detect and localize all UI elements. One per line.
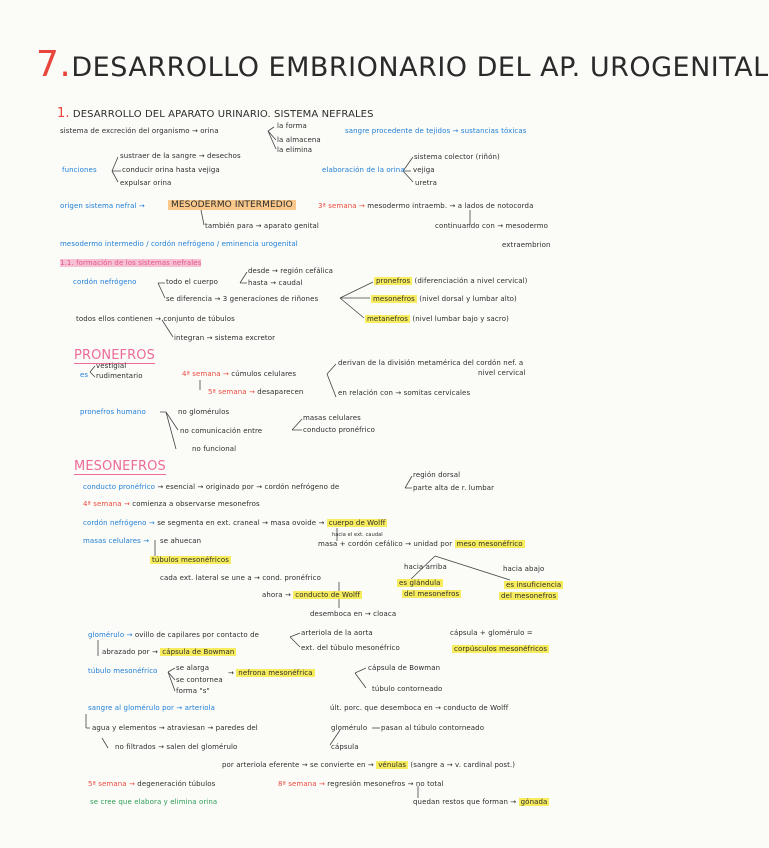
- conducto-pronefrico: conducto pronéfrico: [303, 426, 376, 434]
- agua-elementos: agua y elementos → atraviesan → paredes del: [92, 724, 258, 732]
- orina-almacena: la almacena: [277, 136, 321, 144]
- capsula-3: cápsula: [331, 743, 359, 751]
- capsula-glomerulo: cápsula + glomérulo =: [450, 629, 533, 637]
- masas-celulares-meso: masas celulares →: [83, 537, 150, 545]
- pronefros-humano: pronefros humano: [80, 408, 146, 416]
- hacia-arriba: hacia arriba: [404, 563, 447, 571]
- elaboracion-3: uretra: [415, 179, 437, 187]
- meso-semana-5: 5ª semana → degeneración túbulos: [88, 780, 216, 788]
- glomerulo-line: glomérulo → ovillo de capilares por contacto de: [88, 631, 260, 639]
- todo-el-cuerpo: todo el cuerpo: [166, 278, 219, 286]
- meso-line-1: conducto pronéfrico → esencial → originado por → cordón nefrógeno de: [83, 483, 340, 491]
- section-1-title: DESARROLLO DEL APARATO URINARIO. SISTEMA NEFRALES: [72, 109, 374, 120]
- relacion-somitas: en relación con → somitas cervicales: [338, 389, 471, 397]
- no-funcional: no funcional: [192, 445, 237, 453]
- origen-label: origen sistema nefral →: [60, 202, 145, 210]
- meso-semana-8: 8ª semana → regresión mesonefros → no total: [278, 780, 444, 788]
- semana-3-line: 3ª semana → mesodermo intraemb. → a lados de notocorda: [318, 202, 534, 210]
- arteriola-eferente: por arteriola eferente → se convierte en → vénulas (sangre a → v. cardinal post.): [222, 761, 516, 769]
- pronefros-heading: PRONEFROS: [74, 348, 155, 363]
- abrazado-por: abrazado por → cápsula de Bowman: [102, 648, 235, 656]
- continuando-line: continuando con → mesodermo: [435, 222, 549, 230]
- tubulos-mesonefricos: túbulos mesonéfricos: [152, 556, 230, 564]
- se-cree: se cree que elabora y elimina orina: [90, 798, 218, 806]
- meso-semana-4: 4ª semana → comienza a observarse mesonefros: [83, 500, 260, 508]
- no-glomerulos: no glomérulos: [178, 408, 230, 416]
- orina-elimina: la elimina: [277, 146, 313, 154]
- forma-s: forma "s": [176, 687, 210, 695]
- metanefros-row: metanefros (nivel lumbar bajo y sacro): [367, 315, 509, 323]
- title-text: DESARROLLO EMBRIONARIO DEL AP. UROGENITAL: [71, 52, 769, 83]
- se-contornea: se contornea: [176, 676, 223, 684]
- tubulo-mesonefrico: túbulo mesonéfrico: [88, 667, 158, 675]
- arteriola-aorta: arteriola de la aorta: [301, 629, 373, 637]
- mesonefros-row: mesonefros (nivel dorsal y lumbar alto): [373, 295, 517, 303]
- cada-ext-lateral: cada ext. lateral se une a → cond. pronéfrico: [160, 574, 322, 582]
- parte-alta-lumbar: parte alta de r. lumbar: [413, 484, 495, 492]
- hacia-ext-caudal: hacia el ext. caudal: [332, 532, 383, 538]
- glandula: es glándula: [399, 579, 441, 587]
- capsula-bowman-2: cápsula de Bowman: [368, 664, 441, 672]
- corpusculos: corpúsculos mesonéfricos: [454, 645, 548, 653]
- tubulo-contorneado: túbulo contorneado: [372, 685, 443, 693]
- section-1-1-heading: 1.1. formación de los sistemas nefrales: [60, 259, 202, 267]
- nefrona-mesonefrica: → nefrona mesonéfrica: [228, 669, 313, 677]
- tambien-line: también para → aparato genital: [205, 222, 319, 230]
- sangre-glomerulo: sangre al glomérulo por → arteriola: [88, 704, 216, 712]
- funcion-2: conducir orina hasta vejiga: [122, 166, 220, 174]
- elaboracion-label: elaboración de la orina: [322, 166, 405, 174]
- no-filtrados: no filtrados → salen del glomérulo: [115, 743, 238, 751]
- nivel-cervical: nivel cervical: [478, 369, 526, 377]
- pronefros-semana-4: 4ª semana → cúmulos celulares: [182, 370, 297, 378]
- derivan: derivan de la división metamérica del cordón nef. a: [338, 359, 524, 367]
- masa-cordon: masa + cordón cefálico → unidad por meso mesonéfrico: [318, 540, 523, 548]
- rudimentario: rudimentario: [96, 372, 143, 380]
- pronefros-row: pronefros (diferenciación a nivel cervical): [376, 277, 528, 285]
- hasta-caudal: hasta → caudal: [248, 279, 303, 287]
- hacia-abajo: hacia abajo: [503, 565, 545, 573]
- ultima-porcion: últ. porc. que desemboca en → conducto de Wolff: [330, 704, 509, 712]
- desde-cefalica: desde → región cefálica: [248, 267, 334, 275]
- se-alarga: se alarga: [176, 664, 210, 672]
- mesodermo-line: mesodermo intermedio / cordón nefrógeno / eminencia urogenital: [60, 240, 298, 248]
- quedan-restos: quedan restos que forman → gónada: [413, 798, 548, 806]
- elaboracion-2: vejiga: [413, 166, 435, 174]
- mesodermo-intermedio: MESODERMO INTERMEDIO: [168, 200, 296, 211]
- sangre-line: sangre procedente de tejidos → sustancias tóxicas: [345, 127, 527, 135]
- masas-celulares: masas celulares: [303, 414, 361, 422]
- page-title: [36, 44, 769, 85]
- ext-tubulo: ext. del túbulo mesonéfrico: [301, 644, 400, 652]
- pasan-tubulo: pasan al túbulo contorneado: [381, 724, 485, 732]
- mesonefros-heading: MESONEFROS: [74, 459, 166, 474]
- pronefros-es: es: [80, 371, 89, 379]
- desemboca-cloaca: desemboca en → cloaca: [310, 610, 397, 618]
- integran: integran → sistema excretor: [174, 334, 276, 342]
- insuficiencia: es insuficiencia: [506, 581, 562, 589]
- pronefros-semana-5: 5ª semana → desaparecen: [208, 388, 304, 396]
- todos-ellos: todos ellos contienen → conjunto de túbulos: [76, 315, 235, 323]
- funcion-1: sustraer de la sangre → desechos: [120, 152, 241, 160]
- cordon-segmenta: cordón nefrógeno → se segmenta en ext. craneal → masa ovoide → cuerpo de Wolff: [83, 519, 386, 527]
- glandula-2: del mesonefros: [404, 590, 460, 598]
- extraembrion-label: extraembrion: [502, 241, 551, 249]
- se-ahuecan: se ahuecan: [160, 537, 202, 545]
- title-number: 7.: [36, 44, 72, 85]
- elaboracion-1: sistema colector (riñón): [414, 153, 500, 161]
- funcion-3: expulsar orina: [120, 179, 172, 187]
- glomerulo-2: glomérulo: [331, 724, 368, 732]
- ahora-conducto-wolff: ahora → conducto de Wolff: [262, 591, 361, 599]
- region-dorsal: región dorsal: [413, 471, 461, 479]
- orina-forma: la forma: [277, 122, 307, 130]
- cordon-nefrogeno: cordón nefrógeno: [73, 278, 137, 286]
- no-comunicacion: no comunicación entre: [180, 427, 263, 435]
- insuficiencia-2: del mesonefros: [501, 592, 557, 600]
- section-1-heading: [57, 108, 374, 121]
- funciones-label: funciones: [62, 166, 97, 174]
- section-1-number: 1.: [57, 106, 70, 121]
- se-diferencia: se diferencia → 3 generaciones de riñones: [166, 295, 319, 303]
- vestigial: vestigial: [96, 362, 127, 370]
- sistema-line: sistema de excreción del organismo → orina: [60, 127, 219, 135]
